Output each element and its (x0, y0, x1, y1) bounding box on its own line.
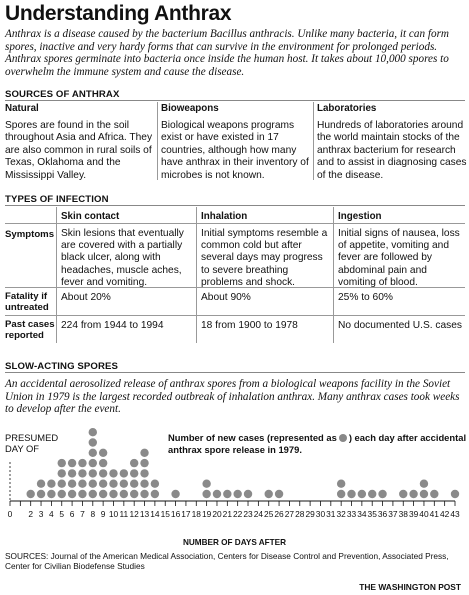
case-dot (89, 490, 97, 498)
cell-fatality-skin: About 20% (61, 292, 111, 303)
case-dot (37, 480, 45, 488)
case-dot (140, 459, 148, 467)
case-dot (223, 490, 231, 498)
case-dot (47, 490, 55, 498)
case-dot (99, 469, 107, 477)
x-tick-label: 36 (377, 509, 388, 519)
case-dot (120, 469, 128, 477)
x-tick-label: 4 (49, 509, 54, 519)
x-tick-label: 27 (284, 509, 295, 519)
infection-rule-1 (5, 287, 465, 288)
case-dot (213, 490, 221, 498)
source-laboratories (317, 103, 467, 182)
x-tick-label: 6 (69, 509, 75, 519)
x-tick-label: 32 (336, 509, 346, 519)
case-dot (89, 438, 97, 446)
case-dot (451, 490, 459, 498)
x-tick-label: 40 (419, 509, 429, 519)
x-tick-label: 30 (315, 509, 326, 519)
cell-cases-skin: 224 from 1944 to 1994 (61, 320, 164, 331)
source-natural (5, 103, 153, 182)
case-dot (68, 490, 76, 498)
source-natural-text: Spores are found in the soil throughout Asia and Africa. They are also common in rural soils of Texas, Oklahoma and the Mississippi Valley. (5, 120, 153, 181)
sources-rule (5, 100, 465, 101)
x-tick-label: 15 (160, 509, 170, 519)
case-dot (368, 490, 376, 498)
x-tick-label: 13 (139, 509, 150, 519)
case-dot (378, 490, 386, 498)
case-dot (140, 469, 148, 477)
case-dot (420, 490, 428, 498)
case-dot (78, 469, 86, 477)
x-tick-label: 17 (181, 509, 191, 519)
case-dot (202, 480, 210, 488)
case-dot (99, 459, 107, 467)
x-tick-label: 16 (170, 509, 181, 519)
x-tick-label: 34 (357, 509, 367, 519)
x-tick-label: 19 (201, 509, 212, 519)
intro-text: Anthrax is a disease caused by the bacterium Bacillus anthracis. Unlike many bacteria, it can form spores, inactive and very hardy forms that can survive in the environment for prolonged periods. Anthrax spores germinate into bacteria once inside the human host. It takes about 10,000 spores to overwhelm the immune system and cause the disease. (5, 28, 450, 78)
case-dot (58, 459, 66, 467)
source-bioweapons-text: Biological weapons programs exist or have existed in 17 countries, although how many have anthrax in their inventory of microbes is not known. (161, 120, 309, 181)
case-dot (89, 459, 97, 467)
case-dot (337, 490, 345, 498)
source-laboratories-text: Hundreds of laboratories around the world maintain stocks of the anthrax bacterium for research and to assist in diagnosing cases of the disease. (317, 120, 467, 181)
case-dot (109, 469, 117, 477)
case-dot (130, 480, 138, 488)
case-dot (89, 469, 97, 477)
x-tick-label: 28 (295, 509, 305, 519)
infection-divider-0 (56, 207, 57, 343)
x-tick-label: 29 (305, 509, 315, 519)
case-dot (58, 480, 66, 488)
x-tick-label: 31 (326, 509, 336, 519)
infection-rule (5, 205, 465, 206)
case-dot (47, 480, 55, 488)
case-dot (120, 480, 128, 488)
case-dot (151, 480, 159, 488)
x-tick-label: 14 (150, 509, 160, 519)
x-tick-label: 38 (398, 509, 408, 519)
case-dot (68, 459, 76, 467)
x-tick-label: 42 (439, 509, 450, 519)
cell-symptoms-ingestion: Initial signs of nausea, loss of appetite, vomiting and fever are followed by abdominal pain and vomiting of blood. (338, 228, 460, 288)
x-tick-label: 7 (80, 509, 85, 519)
case-dot (78, 480, 86, 488)
x-tick-label: 0 (7, 509, 13, 519)
legend-text-before: Number of new cases (represented as (168, 432, 337, 443)
case-dot (140, 490, 148, 498)
x-tick-label: 26 (274, 509, 284, 519)
x-tick-label: 10 (108, 509, 119, 519)
case-dot (140, 480, 148, 488)
source-divider-2 (313, 102, 314, 180)
spore-cases-chart (0, 400, 469, 540)
source-natural-heading: Natural (5, 103, 39, 114)
case-dot (347, 490, 355, 498)
x-tick-label: 2 (28, 509, 34, 519)
case-dot (26, 490, 34, 498)
case-dot (58, 469, 66, 477)
case-dot (430, 490, 438, 498)
cell-fatality-inhalation: About 90% (201, 292, 251, 303)
presumed-day-label: PRESUMED DAY OF (5, 432, 59, 454)
cell-symptoms-inhalation: Initial symptoms resemble a common cold but after several days may progress to severe breathing problems and shock. (201, 228, 328, 288)
x-tick-label: 3 (38, 509, 44, 519)
case-dot (89, 480, 97, 488)
x-tick-label: 5 (59, 509, 65, 519)
cell-symptoms-skin: Skin lesions that eventually are covered with a partially black ulcer, along with headaches, muscle aches, fever and vomiting. (61, 228, 184, 288)
case-dot (130, 490, 138, 498)
case-dot (89, 428, 97, 436)
case-dot (78, 490, 86, 498)
case-dot (409, 490, 417, 498)
x-tick-label: 9 (100, 509, 106, 519)
infection-col-ingestion: Ingestion (338, 211, 382, 222)
x-tick-label: 41 (429, 509, 439, 519)
case-dot (68, 469, 76, 477)
cell-fatality-ingestion: 25% to 60% (338, 292, 393, 303)
x-tick-label: 8 (90, 509, 96, 519)
case-dot (202, 490, 210, 498)
case-dot (109, 490, 117, 498)
infection-rule-2 (5, 315, 465, 316)
case-dot (130, 469, 138, 477)
spores-text: An accidental aerosolized release of anthrax spores from a biological weapons facility in the Soviet Union in 1979 is the largest recorded outbreak of inhalation anthrax. Many anthrax cases took weeks to develop after the event. (5, 378, 460, 416)
case-dot (233, 490, 241, 498)
row-label-symptoms: Symptoms (5, 229, 55, 240)
x-tick-label: 11 (119, 509, 129, 519)
infection-rule-header (5, 223, 465, 224)
legend-text-after: ) each day after accidental anthrax spore release in 1979. (168, 432, 467, 455)
case-dot (58, 490, 66, 498)
infection-divider-2 (333, 207, 334, 343)
case-dot (337, 480, 345, 488)
cell-cases-inhalation: 18 from 1900 to 1978 (201, 320, 298, 331)
case-dot (99, 490, 107, 498)
case-dot (99, 449, 107, 457)
x-tick-label: 35 (367, 509, 377, 519)
x-tick-label: 18 (191, 509, 201, 519)
case-dot (399, 490, 407, 498)
x-tick-label: 20 (212, 509, 222, 519)
infection-col-skin: Skin contact (61, 211, 120, 222)
sources-note: SOURCES: Journal of the American Medical Association, Centers for Disease Control and Prevention, Associated Press, Center for Civilian Biodefense Studies (5, 551, 449, 572)
source-divider-1 (157, 102, 158, 180)
case-dot (99, 480, 107, 488)
case-dot (171, 490, 179, 498)
infection-col-inhalation: Inhalation (201, 211, 248, 222)
x-axis-title: NUMBER OF DAYS AFTER (182, 538, 287, 547)
x-tick-label: 37 (388, 509, 398, 519)
x-tick-label: 25 (264, 509, 274, 519)
case-dot (68, 480, 76, 488)
case-dot (78, 459, 86, 467)
cell-cases-ingestion: No documented U.S. cases (338, 320, 463, 331)
case-dot (89, 449, 97, 457)
spores-heading: SLOW-ACTING SPORES (5, 361, 119, 372)
x-tick-label: 39 (408, 509, 419, 519)
source-laboratories-heading: Laboratories (317, 103, 377, 114)
case-dot (358, 490, 366, 498)
source-bioweapons (161, 103, 309, 182)
infection-divider-1 (196, 207, 197, 343)
sources-heading: SOURCES OF ANTHRAX (5, 89, 120, 100)
case-dot (37, 490, 45, 498)
case-dot (265, 490, 273, 498)
source-bioweapons-heading: Bioweapons (161, 103, 219, 114)
x-tick-label: 43 (450, 509, 460, 519)
case-dot (130, 459, 138, 467)
case-dot (109, 480, 117, 488)
page-title: Understanding Anthrax (5, 2, 232, 25)
x-tick-label: 23 (243, 509, 253, 519)
spores-rule (5, 372, 465, 373)
case-dot (420, 480, 428, 488)
row-label-past-cases: Past cases reported (5, 319, 55, 341)
credit: THE WASHINGTON POST (359, 582, 461, 592)
case-dot (120, 490, 128, 498)
x-tick-label: 24 (253, 509, 264, 519)
x-tick-label: 21 (222, 509, 232, 519)
case-dot (275, 490, 283, 498)
case-dot (151, 490, 159, 498)
case-dot (244, 490, 252, 498)
infection-heading: TYPES OF INFECTION (5, 194, 109, 205)
x-tick-label: 22 (233, 509, 243, 519)
x-tick-label: 12 (129, 509, 139, 519)
row-label-fatality: Fatality if untreated (5, 291, 49, 313)
x-tick-label: 33 (346, 509, 357, 519)
case-dot (140, 449, 148, 457)
